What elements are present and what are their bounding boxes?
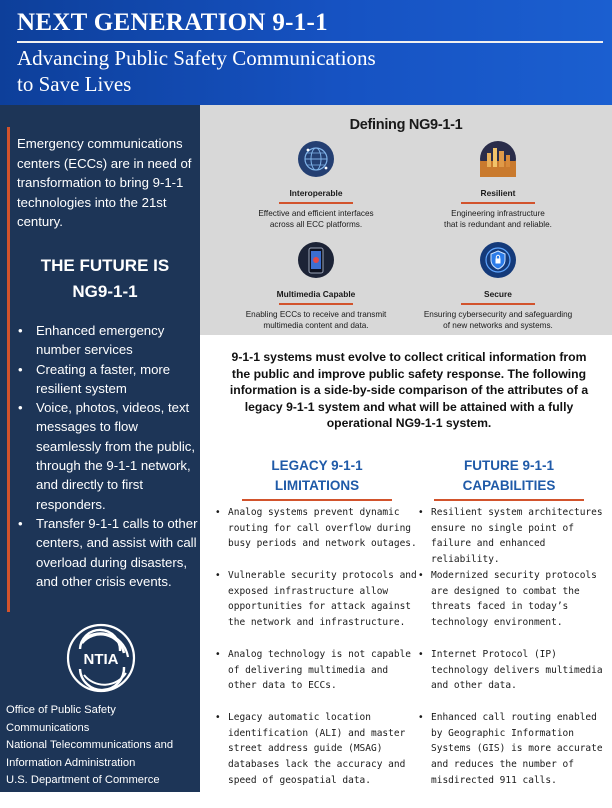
- subtitle-line-2: to Save Lives: [17, 72, 132, 96]
- city-skyline-icon: [480, 141, 516, 177]
- globe-network-icon: [298, 141, 334, 177]
- list-item: • Vulnerable security protocols and exposed infrastructure allow opportunities for attack against the network and infrastructure.: [215, 568, 420, 631]
- ntia-logo-icon: [66, 623, 136, 693]
- list-item: • Analog technology is not capable of delivering multimedia and other data to ECCs.: [215, 647, 420, 694]
- future-title: [10, 253, 200, 305]
- left-sidebar: [0, 105, 200, 804]
- smartphone-icon: [298, 242, 334, 278]
- list-item: • Analog systems prevent dynamic routing for call overflow during busy periods and network outages.: [215, 505, 420, 552]
- office-line: U.S. Department of Commerce: [6, 774, 160, 787]
- list-item: • Modernized security protocols are designed to combat the threats faced in today’s technology environment.: [418, 568, 608, 631]
- page-title: NEXT GENERATION 9-1-1: [17, 9, 328, 36]
- future-title-line-1: THE FUTURE IS: [40, 256, 170, 275]
- attribute-multimedia-capable: [226, 242, 406, 332]
- attribute-interoperable: [226, 141, 406, 231]
- list-item: • Enhanced call routing enabled by Geographic Information Systems (GIS) is more accurate and reduces the number of misdirected 911 calls.: [418, 710, 608, 789]
- sidebar-accent-bar: [7, 127, 10, 612]
- attribute-name: Secure: [484, 289, 512, 299]
- attribute-description: Ensuring cybersecurity and safeguarding of new networks and systems.: [423, 309, 573, 330]
- page-header: [0, 0, 612, 105]
- office-line: Office of Public Safety Communications: [6, 704, 116, 734]
- attribute-divider: [279, 202, 353, 204]
- list-item: • Legacy automatic location identification (ALI) and master street address guide (MSAG) databases lack the accuracy and speed of geospatial data.: [215, 710, 420, 789]
- attribute-divider: [461, 202, 535, 204]
- attribute-name: Resilient: [480, 188, 516, 198]
- list-item: • Enhanced emergency number services: [18, 321, 198, 360]
- attribute-secure: [408, 242, 588, 332]
- future-heading-divider: [434, 499, 584, 501]
- attribute-description: Enabling ECCs to receive and transmit multimedia content and data.: [245, 309, 387, 330]
- defining-title: Defining NG9-1-1: [349, 117, 463, 133]
- page-subtitle: [17, 45, 376, 97]
- office-line: Information Administration: [6, 756, 136, 769]
- attribute-description: Effective and efficient interfaces across all ECC platforms.: [258, 208, 374, 229]
- list-item: • Internet Protocol (IP) technology delivers multimedia and other data.: [418, 647, 608, 694]
- attribute-divider: [461, 303, 535, 305]
- future-heading: FUTURE 9-1-1 CAPABILITIES: [424, 456, 594, 501]
- office-line: National Telecommunications and: [6, 739, 174, 752]
- future-list: [18, 321, 198, 591]
- header-divider: [17, 41, 603, 43]
- attribute-name: Interoperable: [289, 188, 343, 198]
- defining-panel: [200, 105, 612, 335]
- attribute-resilient: [408, 141, 588, 231]
- subtitle-line-1: Advancing Public Safety Communications: [17, 46, 376, 70]
- comparison-intro: 9-1-1 systems must evolve to collect critical information from the public and improve public safety response. The following information is a side-by-side comparison of the attributes of a legacy 9-1-1 system and what will be attained with a fully operational NG9-1-1 system.: [229, 350, 589, 431]
- attribute-name: Multimedia Capable: [276, 289, 356, 299]
- list-item: • Transfer 9-1-1 calls to other centers, and assist with call overload during disasters, and other crisis events.: [18, 514, 198, 591]
- list-item: • Voice, photos, videos, text messages to flow seamlessly from the public, through the 9-1-1 network, and directly to first responders.: [18, 398, 198, 514]
- list-item: • Resilient system architectures ensure no single point of failure and enhanced reliability.: [418, 505, 608, 568]
- office-website: NTIA.gov: [6, 791, 53, 804]
- security-shield-icon: [480, 242, 516, 278]
- attribute-divider: [279, 303, 353, 305]
- legacy-heading: LEGACY 9-1-1 LIMITATIONS: [232, 456, 402, 501]
- attribute-description: Engineering infrastructure that is redundant and reliable.: [444, 208, 552, 229]
- office-info: [6, 702, 200, 808]
- ntia-logo-text: NTIA: [83, 651, 119, 668]
- legacy-heading-divider: [242, 499, 392, 501]
- future-title-line-2: NG9-1-1: [72, 282, 138, 301]
- list-item: • Creating a faster, more resilient system: [18, 360, 198, 399]
- sidebar-intro: Emergency communications centers (ECCs) are in need of transformation to bring 9-1-1 technologies into the 21st century.: [17, 136, 192, 230]
